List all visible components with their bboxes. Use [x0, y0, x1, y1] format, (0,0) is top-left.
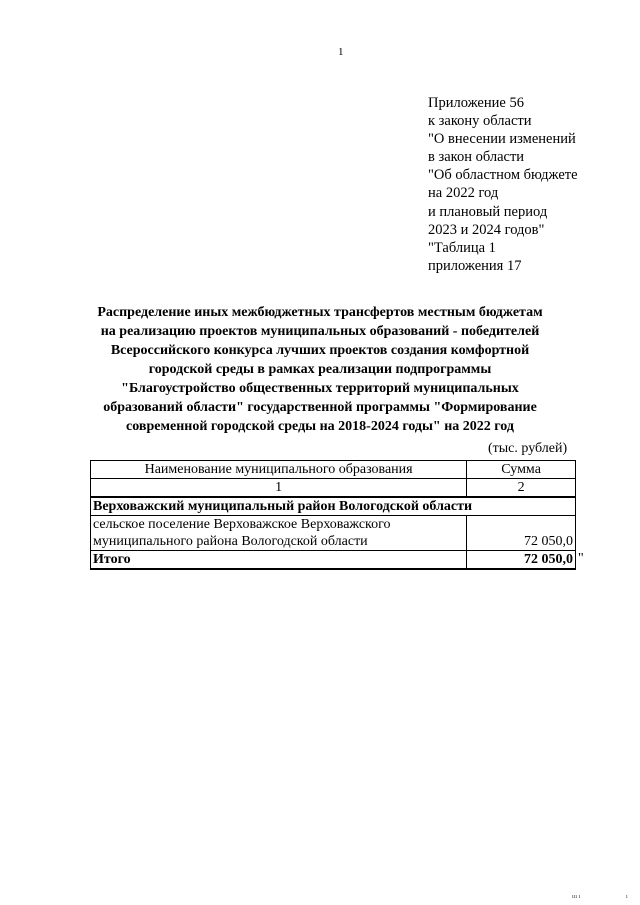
page-number: 1 — [338, 46, 344, 58]
settlement-name-line: сельское поселение Верховажское Верховажского — [93, 517, 391, 532]
appendix-line: к закону области — [428, 113, 532, 130]
appendix-line: и плановый период — [428, 203, 548, 220]
appendix-line: Приложение 56 — [428, 95, 524, 111]
column-number: 2 — [467, 479, 576, 498]
title-line: современной городской среды на 2018-2024 годы" на 2022 год — [126, 419, 514, 434]
total-amount: 72 050,0 — [467, 551, 576, 570]
table-header-row — [91, 461, 576, 479]
title-line: "Благоустройство общественных территорий муниципальных — [121, 381, 519, 396]
footer-mark: ı — [626, 894, 628, 900]
appendix-line: в закон области — [428, 149, 525, 166]
appendix-line: "Таблица 1 — [428, 239, 496, 256]
appendix-line: "Об областном бюджете — [428, 167, 578, 184]
column-number: 1 — [91, 479, 467, 498]
footer-mark: ııı ı — [572, 894, 581, 900]
title-line: городской среды в рамках реализации подпрограммы — [148, 362, 492, 377]
appendix-reference — [428, 94, 578, 275]
appendix-line: приложения 17 — [428, 257, 522, 274]
total-label: Итого — [91, 551, 467, 570]
title-line: Всероссийского конкурса лучших проектов создания комфортной — [110, 343, 530, 358]
settlement-name-line: муниципального района Вологодской области — [93, 534, 368, 549]
district-name: Верховажский муниципальный район Вологодской области — [91, 497, 576, 516]
appendix-line: на 2022 год — [428, 185, 499, 202]
appendix-line: 2023 и 2024 годов" — [428, 221, 545, 238]
title-line: Распределение иных межбюджетных трансфертов местным бюджетам — [97, 305, 543, 320]
total-row — [91, 551, 576, 570]
column-header-name: Наименование муниципального образования — [91, 461, 467, 479]
column-header-amount: Сумма — [467, 461, 576, 479]
column-number-row — [91, 479, 576, 498]
title-line: на реализацию проектов муниципальных образований - победителей — [100, 324, 540, 339]
closing-quote: " — [578, 551, 584, 566]
district-row — [91, 497, 576, 516]
transfers-table — [90, 460, 576, 570]
document-title — [80, 303, 560, 436]
units-label: (тыс. рублей) — [488, 441, 568, 456]
appendix-line: "О внесении изменений — [428, 131, 576, 148]
title-line: образований области" государственной программы "Формирование — [103, 400, 537, 415]
settlement-name — [91, 516, 467, 551]
table-row — [91, 516, 576, 551]
settlement-amount: 72 050,0 — [467, 516, 576, 551]
